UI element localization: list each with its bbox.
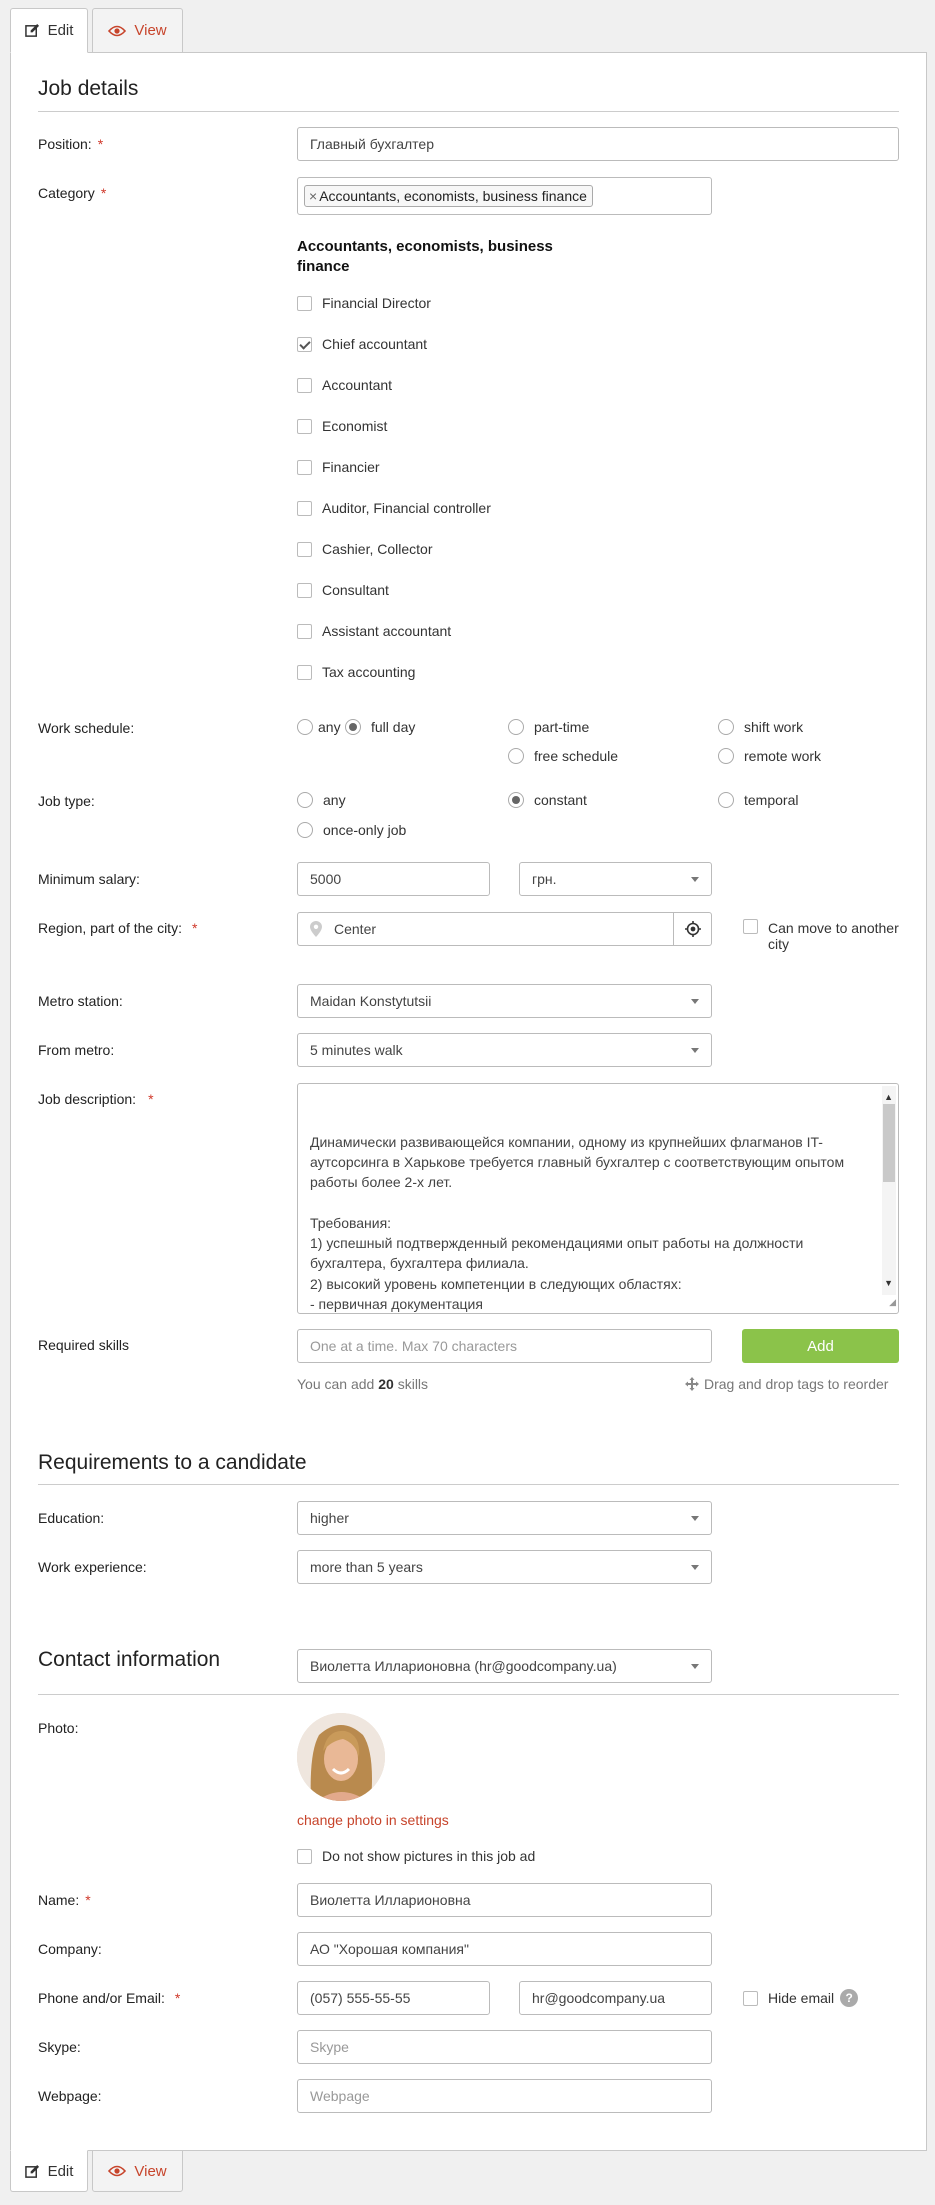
- help-icon[interactable]: ?: [840, 1989, 858, 2007]
- email-input[interactable]: hr@goodcompany.ua: [519, 1981, 712, 2015]
- radio[interactable]: [718, 719, 734, 735]
- tab-view-bottom[interactable]: [92, 2150, 183, 2192]
- tab-edit-label: Edit: [47, 2162, 74, 2180]
- subcategory-label: Cashier, Collector: [322, 541, 433, 557]
- subcategory-option[interactable]: [297, 336, 427, 352]
- subcategory-option[interactable]: [297, 541, 433, 557]
- radio[interactable]: [297, 792, 313, 808]
- crosshair-icon: [685, 921, 701, 937]
- subcategory-option[interactable]: [297, 623, 451, 639]
- scroll-down-icon[interactable]: ▼: [884, 1277, 893, 1288]
- work-schedule-label: Work schedule:: [38, 720, 135, 736]
- schedule-option-any[interactable]: any: [297, 719, 341, 735]
- subcategory-checkbox[interactable]: [297, 419, 312, 434]
- skype-input[interactable]: Skype: [297, 2030, 712, 2064]
- subcategory-checkbox[interactable]: [297, 583, 312, 598]
- subcategory-checkbox[interactable]: [297, 501, 312, 516]
- skills-label: Required skills: [38, 1337, 130, 1353]
- from-metro-label: From metro:: [38, 1042, 115, 1058]
- radio[interactable]: [297, 822, 313, 838]
- subcategory-label: Auditor, Financial controller: [322, 500, 491, 516]
- schedule-option-free-schedule[interactable]: free schedule: [508, 748, 618, 764]
- edit-icon: [25, 2164, 40, 2179]
- subcategory-option[interactable]: [297, 295, 431, 311]
- subcategory-option[interactable]: [297, 664, 415, 680]
- tab-edit-bottom[interactable]: [10, 2150, 88, 2192]
- phone-input[interactable]: (057) 555-55-55: [297, 1981, 490, 2015]
- category-tag: × Accountants, economists, business finance: [304, 185, 593, 207]
- subcategory-label: Chief accountant: [322, 336, 428, 352]
- subcategory-checkbox[interactable]: [297, 337, 312, 352]
- subcategory-label: Accountant: [322, 377, 393, 393]
- radio[interactable]: [718, 748, 734, 764]
- tab-view-top[interactable]: [92, 8, 183, 53]
- scroll-up-icon[interactable]: ▲: [884, 1092, 893, 1102]
- subcategory-option[interactable]: [297, 377, 392, 393]
- subcategory-option[interactable]: [297, 459, 380, 475]
- radio[interactable]: [718, 792, 734, 808]
- subcategory-checkbox[interactable]: [297, 665, 312, 680]
- hide-email-option[interactable]: Hide email ?: [743, 1989, 858, 2007]
- divider: [38, 1694, 899, 1695]
- skype-label: Skype:: [38, 2039, 81, 2055]
- schedule-option-full-day[interactable]: full day: [345, 719, 415, 735]
- contact-person-select[interactable]: Виолетта Илларионовна (hr@goodcompany.ua): [297, 1649, 712, 1683]
- hide-email-checkbox[interactable]: [743, 1991, 758, 2006]
- section-title-contact: Contact information: [38, 1648, 221, 1671]
- move-icon: [685, 1377, 699, 1391]
- radio[interactable]: [345, 719, 361, 735]
- position-label: Position: *: [38, 136, 104, 152]
- tab-view-label: View: [134, 2162, 167, 2180]
- radio[interactable]: [297, 719, 313, 735]
- subcategory-option[interactable]: [297, 418, 387, 434]
- subcategory-label: Financier: [322, 459, 380, 475]
- divider: [38, 111, 899, 112]
- subcategory-label: Consultant: [322, 582, 389, 598]
- scrollbar-thumb[interactable]: [883, 1104, 895, 1182]
- subcategory-label: Assistant accountant: [322, 623, 452, 639]
- can-move-option[interactable]: Can move to another city: [743, 919, 908, 952]
- description-label: Job description: *: [38, 1091, 154, 1107]
- job-type-temporal[interactable]: temporal: [718, 792, 798, 808]
- region-input[interactable]: Center: [297, 912, 712, 946]
- subcategory-label: Economist: [322, 418, 388, 434]
- schedule-option-remote-work[interactable]: remote work: [718, 748, 821, 764]
- eye-icon: [108, 2165, 126, 2177]
- subcategory-checkbox[interactable]: [297, 624, 312, 639]
- tab-edit-label: Edit: [47, 22, 74, 39]
- photo-label: Photo:: [38, 1720, 79, 1736]
- tab-view-label: View: [134, 22, 167, 39]
- from-metro-select[interactable]: 5 minutes walk: [297, 1033, 712, 1067]
- can-move-checkbox[interactable]: [743, 919, 758, 934]
- tag-remove-icon[interactable]: ×: [309, 188, 318, 204]
- company-label: Company:: [38, 1941, 102, 1957]
- metro-select[interactable]: Maidan Konstytutsii: [297, 984, 712, 1018]
- radio[interactable]: [508, 748, 524, 764]
- webpage-label: Webpage:: [38, 2088, 102, 2104]
- tab-edit-top[interactable]: [10, 8, 88, 53]
- section-title-requirements: Requirements to a candidate: [38, 1451, 307, 1474]
- subcategory-option[interactable]: [297, 500, 491, 516]
- radio[interactable]: [508, 792, 524, 808]
- add-skill-button[interactable]: Add: [742, 1329, 899, 1363]
- subcategory-checkbox[interactable]: [297, 460, 312, 475]
- hide-photo-option[interactable]: Do not show pictures in this job ad: [297, 1848, 535, 1864]
- drag-hint: Drag and drop tags to reorder: [685, 1376, 888, 1392]
- avatar: [297, 1713, 385, 1801]
- job-type-once-only[interactable]: once-only job: [297, 822, 406, 838]
- job-type-label: Job type:: [38, 793, 95, 809]
- min-salary-label: Minimum salary:: [38, 871, 140, 887]
- description-textarea[interactable]: Динамически развивающейся компании, одному из крупнейших флагманов IT-аутсорсинга в Харькове требуется главный бухгалтер с соответствующим опытом работы более 2-х лет. Требования: 1) успешный подтвержденный рекомендациями опыт работы на должности бухгалтера, бухгалтера филиала. 2) высокий уровень компетенции в следующих областях: - первичная документация ▲ ▼ ◢: [297, 1083, 899, 1314]
- category-label: Category *: [38, 185, 107, 201]
- phone-email-label: Phone and/or Email: *: [38, 1990, 181, 2006]
- subcategory-option[interactable]: [297, 582, 389, 598]
- metro-label: Metro station:: [38, 993, 123, 1009]
- position-input[interactable]: Главный бухгалтер: [297, 127, 899, 161]
- experience-select[interactable]: more than 5 years: [297, 1550, 712, 1584]
- divider: [38, 1484, 899, 1485]
- region-label: Region, part of the city: *: [38, 920, 198, 936]
- chevron-down-icon: [691, 877, 699, 882]
- schedule-option-shift-work[interactable]: shift work: [718, 719, 803, 735]
- resize-handle-icon[interactable]: ◢: [889, 1296, 896, 1307]
- min-salary-input[interactable]: 5000: [297, 862, 490, 896]
- eye-icon: [108, 25, 126, 37]
- education-select[interactable]: higher: [297, 1501, 712, 1535]
- avatar-photo: [297, 1713, 385, 1801]
- subcategory-checkbox[interactable]: [297, 378, 312, 393]
- job-type-constant[interactable]: constant: [508, 792, 587, 808]
- edit-icon: [25, 23, 40, 38]
- subcategory-label: Financial Director: [322, 295, 431, 311]
- subcategory-checkbox[interactable]: [297, 296, 312, 311]
- name-label: Name: *: [38, 1892, 91, 1908]
- job-type-any[interactable]: any: [297, 792, 346, 808]
- subcategory-checkbox[interactable]: [297, 542, 312, 557]
- category-input[interactable]: [297, 177, 712, 215]
- skills-input[interactable]: One at a time. Max 70 characters: [297, 1329, 712, 1363]
- name-input[interactable]: Виолетта Илларионовна: [297, 1883, 712, 1917]
- schedule-option-part-time[interactable]: part-time: [508, 719, 589, 735]
- location-pin-icon: [310, 921, 322, 937]
- change-photo-link[interactable]: change photo in settings: [297, 1812, 449, 1828]
- section-title-job-details: Job details: [38, 77, 139, 100]
- chevron-down-icon: [691, 999, 699, 1004]
- hide-photo-checkbox[interactable]: [297, 1849, 312, 1864]
- company-input[interactable]: АО "Хорошая компания": [297, 1932, 712, 1966]
- skills-hint: You can add 20 skills: [297, 1376, 429, 1392]
- webpage-input[interactable]: Webpage: [297, 2079, 712, 2113]
- currency-select[interactable]: грн.: [519, 862, 712, 896]
- locate-button[interactable]: [673, 913, 711, 945]
- subcategory-label: Tax accounting: [322, 664, 416, 680]
- radio[interactable]: [508, 719, 524, 735]
- education-label: Education:: [38, 1510, 105, 1526]
- subcategory-heading: Accountants, economists, business finance: [297, 238, 553, 275]
- chevron-down-icon: [691, 1048, 699, 1053]
- chevron-down-icon: [691, 1664, 699, 1669]
- experience-label: Work experience:: [38, 1559, 147, 1575]
- chevron-down-icon: [691, 1516, 699, 1521]
- chevron-down-icon: [691, 1565, 699, 1570]
